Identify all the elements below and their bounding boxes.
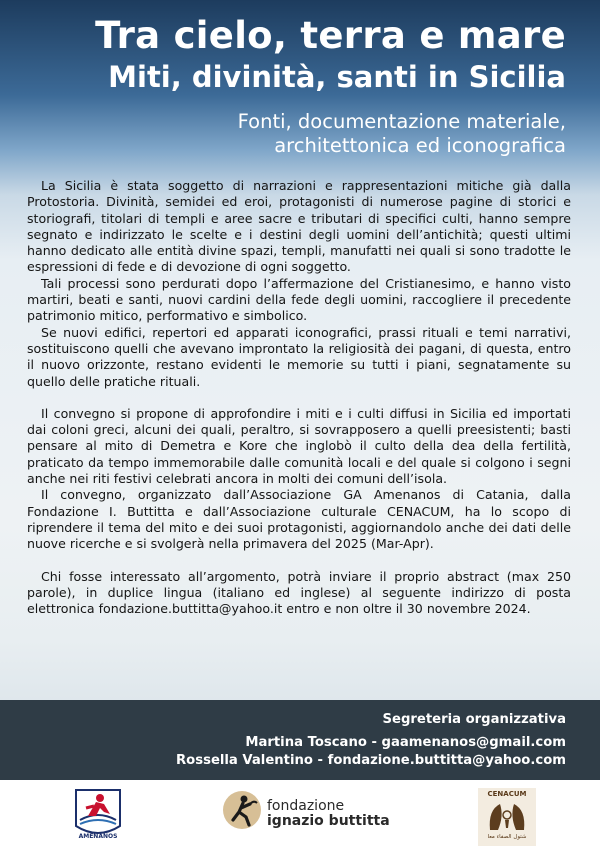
subtitle-line2: architettonica ed iconografica [274, 134, 566, 157]
amenanos-logo [70, 786, 126, 846]
dancer-figure-icon [222, 790, 262, 830]
body-text [27, 178, 571, 617]
fondazione-buttitta-logo [222, 790, 390, 834]
amenanos-label: AMENANOS [78, 833, 118, 840]
paragraph-christianity: Tali processi sono perdurati dopo l’affermazione del Cristianesimo, e hanno visto martiri, beati e santi, nuovi cardini della fede degli uomini, raccogliere il precedente patrimonio mitico, performativo e simbolico. [27, 275, 571, 324]
paragraph-conference-aim: Il convegno si propone di approfondire i miti e i culti diffusi in Sicilia ed importati dai coloni greci, alcuni dei quali, peraltro, si sovrapposero a quelli preesistenti; basti pensare al mito di Demetra e Kore che inglobò il culto della dea della fertilità, praticato da tempo immemorabile dalle comunità locali e del quale si colgono i segni anche nei riti festivi celebrati ancora in molti dei comuni dell’isola. [27, 405, 571, 487]
secretariat-title: Segreteria organizzativa [382, 712, 566, 727]
paragraph-intro: La Sicilia è stata soggetto di narrazioni e rappresentazioni mitiche già dalla Protostoria. Divinità, semidei ed eroi, protagonisti di numerose pagine di storici e storiografi, titolari di templi e aree sacre e tributari di specifici culti, hanno sempre segnato e indirizzato le scelte e i destini degli uomini dell’antichità; questi ultimi hanno dedicato alle entità divine spazi, templi, manufatti nei quali si sono tradotte le espressioni di fede e di devozione di ogni soggetto. [27, 178, 571, 275]
subtitle-line1: Fonti, documentazione materiale, [237, 110, 566, 133]
paragraph-abstract-call: Chi fosse interessato all’argomento, potrà inviare il proprio abstract (max 250 parole), in duplice lingua (italiano ed inglese) al seguente indirizzo di posta elettronica fondazione.buttitta@yahoo.it entro e non oltre il 30 novembre 2024. [27, 568, 571, 617]
paragraph-organizers: Il convegno, organizzato dall’Associazione GA Amenanos di Catania, dalla Fondazione I. Buttitta e dall’Associazione culturale CENACUM, ha lo scopo di riprendere il tema del mito e dei suoi protagonisti, aggiornandolo anche dei dati delle nuove ricerche e si svolgerà nella primavera del 2025 (Mar-Apr). [27, 487, 571, 552]
title-line2: Miti, divinità, santi in Sicilia [108, 60, 566, 94]
buttitta-label-line2: ignazio buttitta [267, 813, 390, 829]
cenacum-label: CENACUM [487, 790, 527, 798]
cenacum-logo [478, 788, 536, 846]
header [0, 0, 600, 170]
title-line1: Tra cielo, terra e mare [95, 14, 566, 57]
contact-rossella-valentino[interactable]: Rossella Valentino - fondazione.buttitta@yahoo.com [176, 753, 566, 768]
cenacum-subtitle: شتول الصفاء معا [487, 834, 527, 840]
logos-strip [0, 780, 600, 849]
paragraph-rituals: Se nuovi edifici, repertori ed apparati iconografici, prassi rituali e temi narrativi, sostituiscono quelli che avevano improntato la religiosità dei pagani, di questa, entro il nuovo orizzonte, restano evidenti le memorie su tutti i piani, segnatamente su quello delle pratiche rituali. [27, 324, 571, 389]
contact-martina-toscano[interactable]: Martina Toscano - gaamenanos@gmail.com [245, 735, 566, 750]
buttitta-label-line1: fondazione [267, 798, 345, 814]
